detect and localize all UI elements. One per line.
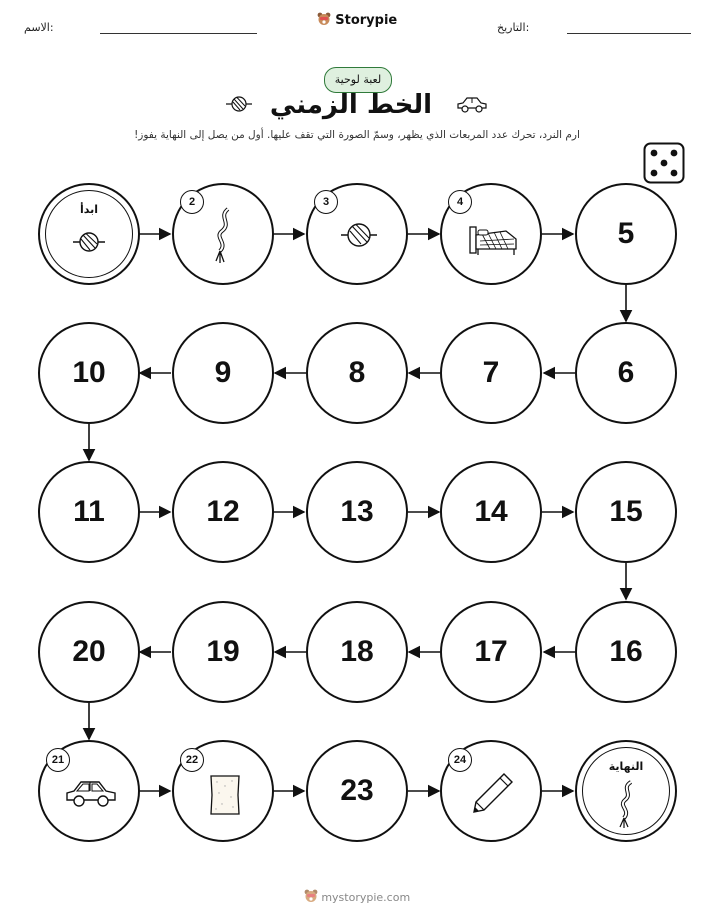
cell-number: 6 (617, 356, 635, 389)
footer (0, 889, 714, 904)
cell-9[interactable] (172, 322, 274, 424)
cell-20[interactable] (38, 601, 140, 703)
cell-number: 17 (474, 635, 508, 668)
cell-number: 13 (340, 495, 374, 528)
cell-end[interactable] (575, 740, 677, 842)
cell-12[interactable] (172, 461, 274, 563)
cell-badge: 4 (448, 190, 472, 214)
cell-8[interactable] (306, 322, 408, 424)
cell-badge: 2 (180, 190, 204, 214)
cell-badge: 24 (448, 748, 472, 772)
cell-badge: 22 (180, 748, 204, 772)
cell-number: 16 (609, 635, 643, 668)
cell-number: 23 (340, 774, 374, 807)
cell-number: 8 (348, 356, 366, 389)
start-label: ابدأ (79, 203, 99, 216)
cell-number: 10 (72, 356, 106, 389)
cell-6[interactable] (575, 322, 677, 424)
cell-11[interactable] (38, 461, 140, 563)
ball-icon (71, 229, 107, 257)
cell-14[interactable] (440, 461, 542, 563)
cell-13[interactable] (306, 461, 408, 563)
paper-icon (207, 773, 243, 817)
cell-5[interactable] (575, 183, 677, 285)
instructions: ارم النرد، تحرك عدد المربعات الذي يظهر، وسمّ الصورة التي تقف عليها. أول من يصل إلى النهاية يفوز! (134, 129, 580, 141)
cell-number: 5 (617, 217, 635, 250)
cell-7[interactable] (440, 322, 542, 424)
name-label: الاسم: (24, 21, 54, 34)
pencil-icon (470, 770, 516, 816)
date-label: التاريخ: (497, 21, 530, 34)
cell-number: 14 (474, 495, 508, 528)
cell-16[interactable] (575, 601, 677, 703)
rope-icon (210, 207, 238, 265)
title-text: الخط الزمني (269, 90, 433, 120)
cell-number: 19 (206, 635, 240, 668)
cell-number: 15 (609, 495, 643, 528)
cell-number: 20 (72, 635, 106, 668)
cell-number: 7 (482, 356, 500, 389)
brand-name: Storypie (335, 13, 398, 28)
car-icon (64, 776, 118, 810)
cell-number: 12 (206, 495, 240, 528)
cell-23[interactable] (306, 740, 408, 842)
cell-number: 11 (73, 495, 105, 528)
bear-icon (304, 889, 318, 903)
cell-badge: 3 (314, 190, 338, 214)
board-game-tag: لعبة لوحية (324, 67, 392, 93)
ball-icon (339, 220, 379, 250)
cell-number: 18 (340, 635, 374, 668)
bed-icon (466, 217, 520, 257)
footer-site[interactable]: mystorypie.com (321, 891, 411, 904)
rope-icon (615, 780, 639, 830)
cell-badge: 21 (46, 748, 70, 772)
cell-15[interactable] (575, 461, 677, 563)
cell-start[interactable] (38, 183, 140, 285)
cell-17[interactable] (440, 601, 542, 703)
end-label: النهاية (608, 760, 644, 773)
cell-18[interactable] (306, 601, 408, 703)
cell-10[interactable] (38, 322, 140, 424)
cell-19[interactable] (172, 601, 274, 703)
cell-number: 9 (214, 356, 232, 389)
